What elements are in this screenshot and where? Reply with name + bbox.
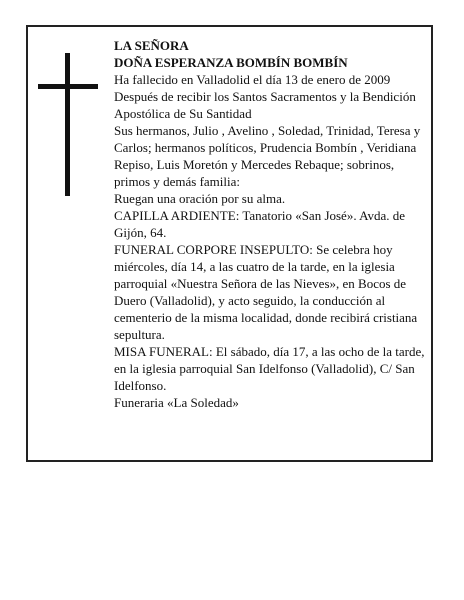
cross-horizontal-bar [38, 84, 98, 89]
sacraments-statement: Después de recibir los Santos Sacramentos y la Bendición Apostólica de Su Santidad [114, 89, 416, 121]
obituary-text [114, 37, 426, 411]
prayer-request: Ruegan una oración por su alma. [114, 191, 286, 206]
notice-heading: LA SEÑORA [114, 38, 189, 53]
deceased-name: DOÑA ESPERANZA BOMBÍN BOMBÍN [114, 55, 348, 70]
chapel-info: CAPILLA ARDIENTE: Tanatorio «San José». Avda. de Gijón, 64. [114, 208, 406, 240]
funeral-home: Funeraria «La Soledad» [114, 395, 239, 410]
family-list: Sus hermanos, Julio , Avelino , Soledad, Trinidad, Teresa y Carlos; hermanos políticos, Prudencia Bombín , Veridiana Repiso, Luis Moretón y Mercedes Rebaque; sobrinos, primos y demás familia: [114, 123, 421, 189]
death-statement: Ha fallecido en Valladolid el día 13 de enero de 2009 [114, 72, 391, 87]
mass-info: MISA FUNERAL: El sábado, día 17, a las ocho de la tarde, en la iglesia parroquial San Idelfonso (Valladolid), C/ San Idelfonso. [114, 344, 425, 393]
cross-vertical-bar [65, 53, 70, 196]
funeral-info: FUNERAL CORPORE INSEPULTO: Se celebra hoy miércoles, día 14, a las cuatro de la tarde, en la iglesia parroquial «Nuestra Señora de las Nieves», en Bocos de Duero (Valladolid), y acto seguido, la conducción al cementerio de la misma localidad, donde recibirá cristiana sepultura. [114, 242, 418, 342]
